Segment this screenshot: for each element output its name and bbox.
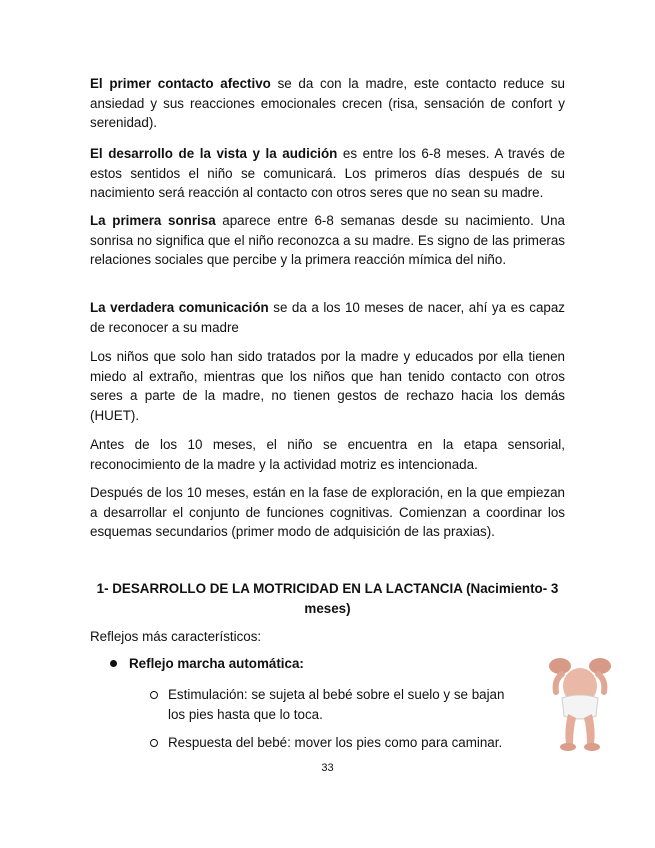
bullet-item: Reflejo marcha automática:	[110, 656, 304, 671]
circle-bullet-icon	[150, 739, 158, 747]
paragraph-6: Antes de los 10 meses, el niño se encuentra en la etapa sensorial, reconocimiento de la madre y la actividad motriz es intencionada.	[90, 437, 565, 472]
sub-item-2: Respuesta del bebé: mover los pies como para caminar.	[150, 733, 520, 753]
reflexes-label: Reflejos más característicos:	[90, 629, 262, 644]
sub-item-1: Estimulación: se sujeta al bebé sobre el suelo y se bajan los pies hasta que lo toca.	[150, 685, 520, 724]
paragraph-3: La primera sonrisa aparece entre 6-8 semanas desde su nacimiento. Una sonrisa no significa que el niño reconozca a su madre. Es signo de las primeras relaciones sociales que percibe y la primera reacción mímica del niño.	[90, 213, 565, 268]
paragraph-7: Después de los 10 meses, están en la fase de exploración, en la que empiezan a desarrollar el conjunto de funciones cognitivas. Comienzan a coordinar los esquemas secundarios (primer modo de adquisición de las praxias).	[90, 485, 565, 540]
circle-bullet-icon	[150, 691, 158, 699]
bullet-icon	[110, 660, 117, 667]
baby-walking-image	[540, 652, 620, 756]
page-number: 33	[321, 762, 334, 774]
paragraph-4: La verdadera comunicación se da a los 10 meses de nacer, ahí ya es capaz de reconocer a su madre	[90, 300, 565, 335]
paragraph-1: El primer contacto afectivo se da con la madre, este contacto reduce su ansiedad y sus reacciones emocionales crecen (risa, sensación de confort y serenidad).	[90, 76, 565, 131]
paragraph-2: El desarrollo de la vista y la audición es entre los 6-8 meses. A través de estos sentidos el niño se comunicará. Los primeros días después de su nacimiento será reacción al contacto con otros seres que no sean su madre.	[90, 146, 566, 201]
section-heading: 1- DESARROLLO DE LA MOTRICIDAD EN LA LACTANCIA (Nacimiento- 3 meses)	[96, 581, 559, 616]
paragraph-5: Los niños que solo han sido tratados por la madre y educados por ella tienen miedo al extraño, mientras que los niños que han tenido contacto con otros seres a parte de la madre, no tienen gestos de rechazo hacia los demás (HUET).	[90, 349, 565, 423]
